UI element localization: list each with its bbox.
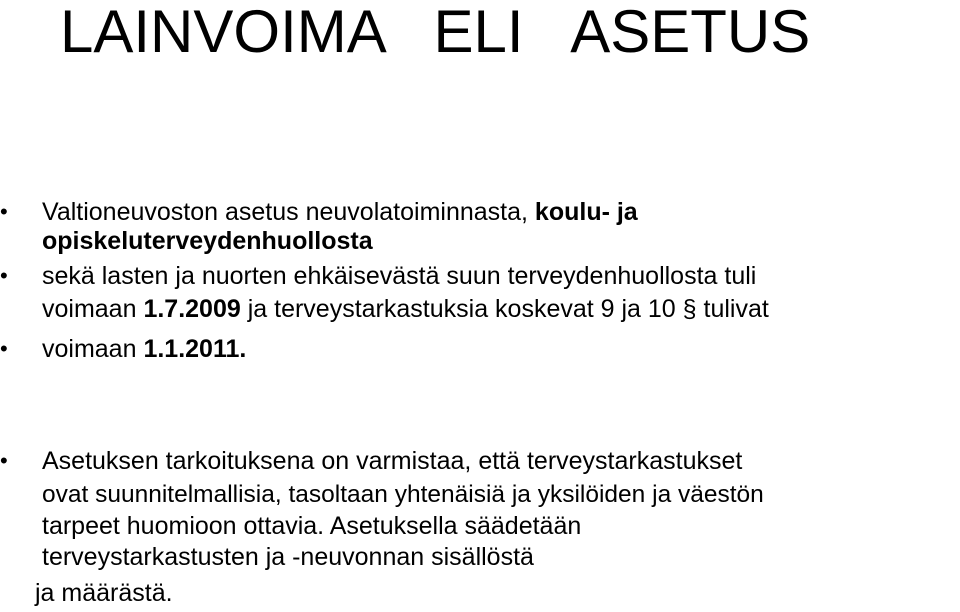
p1-line-1-bold: koulu- ja <box>534 198 638 226</box>
bullet-4: • <box>0 448 8 473</box>
p2-line-1: Asetuksen tarkoituksena on varmistaa, että terveystarkastukset <box>42 447 743 475</box>
p1-line-5-date: 1.1.2011. <box>143 335 247 363</box>
p1-line-5 <box>42 334 246 364</box>
p1-line-4 <box>42 294 769 324</box>
p1-line-5-pre: voimaan <box>42 335 144 363</box>
bullet-1: • <box>0 199 8 224</box>
p1-line-4-pre: voimaan <box>42 295 144 323</box>
p2-line-3: tarpeet huomioon ottavia. Asetuksella säädetään <box>42 512 582 540</box>
section-sign: § <box>682 295 697 323</box>
p1-line-3: sekä lasten ja nuorten ehkäisevästä suun terveydenhuollosta tuli <box>42 262 757 290</box>
p2-line-4: terveystarkastusten ja -neuvonnan sisällöstä <box>42 543 534 571</box>
p1-line-4-post: ja terveystarkastuksia koskevat 9 ja 10 <box>240 295 683 323</box>
bullet-3: • <box>0 336 8 361</box>
p1-line-1 <box>42 197 638 227</box>
p1-line-4-date: 1.7.2009 <box>143 295 241 323</box>
p1-line-4-end: tulivat <box>696 295 769 323</box>
p2-line-5: ja määrästä. <box>35 579 173 607</box>
bullet-2: • <box>0 263 8 288</box>
p1-line-2: opiskeluterveydenhuollosta <box>42 227 373 255</box>
p2-line-2: ovat suunnitelmallisia, tasoltaan yhtenäisiä ja yksilöiden ja väestön <box>42 481 764 508</box>
p1-line-1-text: Valtioneuvoston asetus neuvolatoiminnasta, <box>42 198 535 226</box>
slide-title: LAINVOIMA ELI ASETUS <box>60 0 811 65</box>
